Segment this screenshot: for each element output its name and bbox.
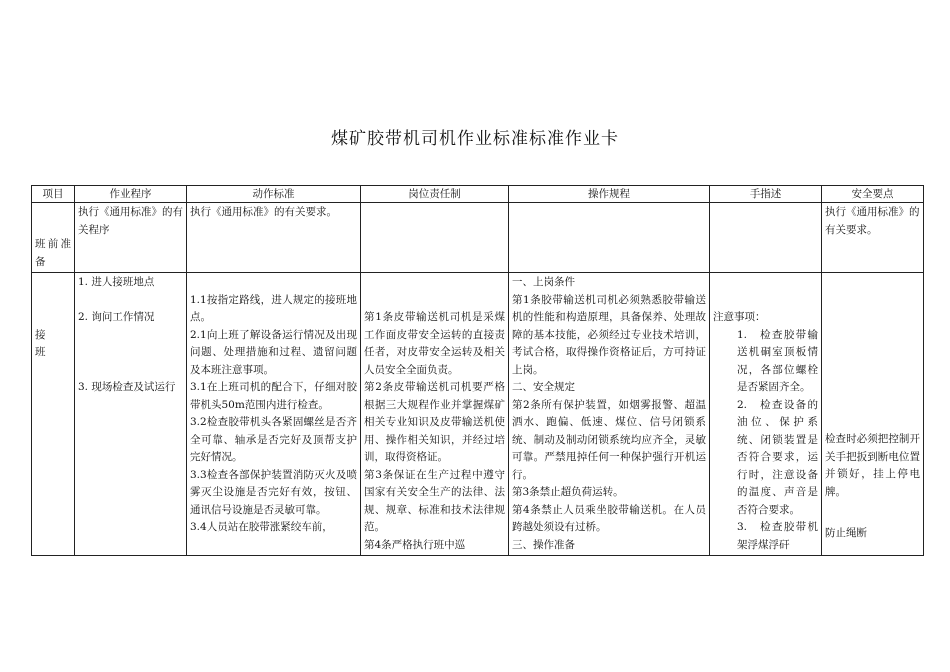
- rules-article-1: 第1条胶带输送机司机必须熟悉胶带输送机的性能和构造原理，具备保养、处理故障的基本技能，必须经过专业技术培训，考试合格，取得操作资格证后，方可持证上岗。: [512, 293, 706, 376]
- pointing-heading: 注意事项：: [713, 311, 766, 323]
- row2-duty-cell: [361, 273, 509, 556]
- row2-item-line1: 接: [35, 328, 46, 341]
- pointing-item-3: 3. 检查胶带机架浮煤浮矸: [737, 521, 818, 551]
- row1-pointing-cell: [710, 203, 822, 273]
- row2-item-cell: [32, 273, 75, 556]
- row1-rules-cell: [509, 203, 710, 273]
- action-3-1: 3.1在上班司机的配合下，仔细对胶带机头50m范围内进行检查。: [190, 381, 357, 411]
- row2-procedure-cell: [75, 273, 187, 556]
- procedure-step-2: 2. 询问工作情况: [78, 311, 155, 323]
- row1-safety: 执行《通用标准》的有关要求。: [825, 206, 920, 236]
- row2-pointing-cell: [710, 273, 822, 556]
- row1-procedure: 执行《通用标准》的有关程序: [78, 206, 183, 236]
- safety-point-2: 防止绳断: [825, 527, 867, 539]
- rules-section-2: 二、安全规定: [512, 381, 575, 393]
- row2-rules-cell: [509, 273, 710, 556]
- action-3-3: 3.3检查各部保护装置消防灭火及喷雾灭尘设施是否完好有效，按钮、通讯信号设施是否灵敏可靠。: [190, 468, 357, 516]
- header-procedure: 作业程序: [75, 186, 187, 203]
- safety-point-1: 检查时必须把控制开关手把扳到断电位置并锁好，挂上停电牌。: [825, 433, 920, 498]
- row1-safety-cell: [822, 203, 924, 273]
- row1-action-cell: [187, 203, 361, 273]
- pointing-item-1: 1. 检查胶带输送机硐室顶板情况，各部位螺栓是否紧固齐全。: [737, 328, 818, 393]
- duty-article-2: 第2条皮带输送机司机要严格根据三大规程作业并掌握煤矿相关专业知识及皮带输送机使用、操作相关知识，并经过培训，取得资格证。: [364, 381, 505, 463]
- header-duty: 岗位责任制: [361, 186, 509, 203]
- procedure-step-1: 1. 进人接班地点: [78, 276, 155, 288]
- rules-article-4: 第4条禁止人员乘坐胶带输送机。在人员跨越处须设有过桥。: [512, 503, 706, 533]
- row1-item: 班前准备: [35, 238, 71, 268]
- row1-action: 执行《通用标准》的有关要求。: [190, 206, 337, 218]
- rules-article-3: 第3条禁止超负荷运转。: [512, 486, 624, 498]
- header-item: 项目: [32, 186, 75, 203]
- row2-safety-cell: [822, 273, 924, 556]
- duty-article-4: 第4条严格执行班中巡: [364, 538, 466, 551]
- header-safety: 安全要点: [822, 186, 924, 203]
- header-operating-rules: 操作规程: [509, 186, 710, 203]
- rules-article-2: 第2条所有保护装置，如烟雾报警、超温洒水、跑偏、低速、煤位、信号闭锁系统、制动及制动闭锁系统均应齐全，灵敏可靠。严禁甩掉任何一种保护强行开机运行。: [512, 398, 706, 481]
- row1-procedure-cell: [75, 203, 187, 273]
- rules-section-3: 三、操作准备: [512, 538, 575, 551]
- duty-article-3: 第3条保证在生产过程中遵守国家有关安全生产的法律、法规、规章、标准和技术法律规范。: [364, 468, 505, 533]
- table-row: [32, 273, 924, 556]
- action-3-4: 3.4人员站在胶带涨紧绞车前，: [190, 521, 333, 533]
- action-1-1: 1.1按指定路线，进人规定的接班地点。: [190, 293, 357, 323]
- work-card-table: [31, 185, 924, 556]
- action-2-1: 2.1向上班了解设备运行情况及出现问题、处理措施和过程、遗留问题及本班注意事项。: [190, 328, 357, 376]
- procedure-step-3: 3. 现场检查及试运行: [78, 381, 176, 393]
- row2-item-line2: 班: [35, 346, 46, 358]
- header-action-standard: 动作标准: [187, 186, 361, 203]
- row1-item-cell: [32, 203, 75, 273]
- row2-action-cell: [187, 273, 361, 556]
- header-pointing: 手指述: [710, 186, 822, 203]
- document-title: 煤矿胶带机司机作业标准标准作业卡: [331, 129, 619, 149]
- table-row: [32, 203, 924, 273]
- rules-section-1: 一、上岗条件: [512, 276, 575, 288]
- row1-duty-cell: [361, 203, 509, 273]
- pointing-item-2: 2. 检查设备的油位、保护系统、闭锁装置是否符合要求，运行时，注意设备的温度、声音是否符合要求。: [737, 398, 818, 516]
- action-3-2: 3.2检查胶带机头各紧固螺丝是否齐全可靠、轴承是否完好及顶帮支护完好情况。: [190, 416, 357, 463]
- header-row: [32, 186, 924, 203]
- duty-article-1: 第1条皮带输送机司机是采煤工作面皮带安全运转的直接责任者，对皮带安全运转及相关人员安全全面负责。: [364, 311, 505, 376]
